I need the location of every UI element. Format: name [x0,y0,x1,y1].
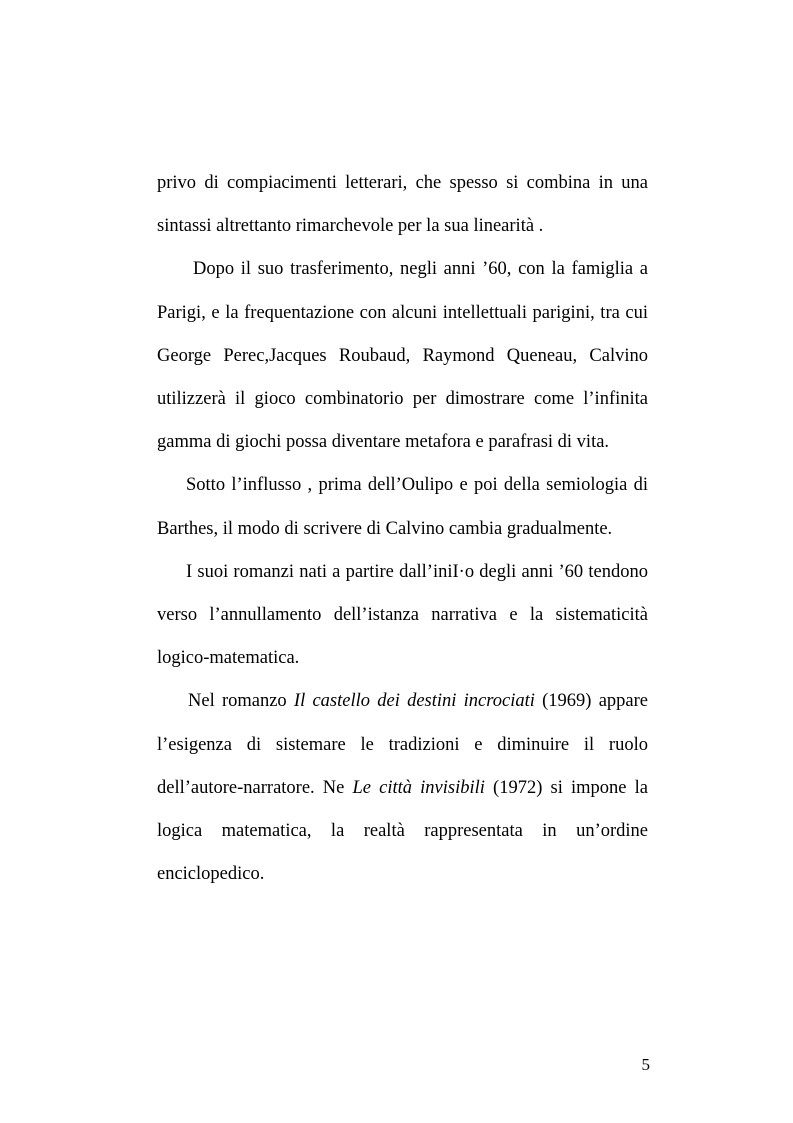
paragraph-1-text: privo di compiacimenti letterari, che spesso si combina in una sintassi altrettanto rimarchevole per la sua linearità . [157,173,648,237]
paragraph-5-text-3: (1972) si impone la logica matematica, la realtà rappresentata in un’ordine enciclopedico. [157,777,648,885]
body-text [157,162,648,896]
page-number: 5 [641,1055,650,1074]
paragraph-5-text-2: (1969) appare l’esigenza di sistemare le tradizioni e diminuire il ruolo dell’autore-narratore. Ne [157,691,648,798]
paragraph-2-text: Dopo il suo trasferimento, negli anni ’60, con la famiglia a Parigi, e la frequentazione con alcuni intellettuali parigini, tra cui George Perec,Jacques Roubaud, Raymond Queneau, Calvino utilizzerà il gioco combinatorio per dimostrare come l’infinita gamma di giochi possa diventare metafora e parafrasi di vita. [157,259,648,453]
paragraph-4-text: I suoi romanzi nati a partire dall’iniI·o degli anni ’60 tendono verso l’annullamento dell’istanza narrativa e la sistematicità logico-matematica. [157,561,648,669]
paragraph-5-text-1: Nel romanzo [188,691,294,712]
book-title-citta-invisibili: Le città invisibili [352,777,485,798]
paragraph-1 [157,162,648,248]
paragraph-5 [157,680,648,896]
paragraph-4 [157,551,648,681]
book-title-castello: Il castello dei destini incrociati [293,691,535,712]
paragraph-3-text: Sotto l’influsso , prima dell’Oulipo e poi della semiologia di Barthes, il modo di scrivere di Calvino cambia gradualmente. [157,475,648,539]
paragraph-3 [157,464,648,550]
paragraph-2 [157,248,648,464]
